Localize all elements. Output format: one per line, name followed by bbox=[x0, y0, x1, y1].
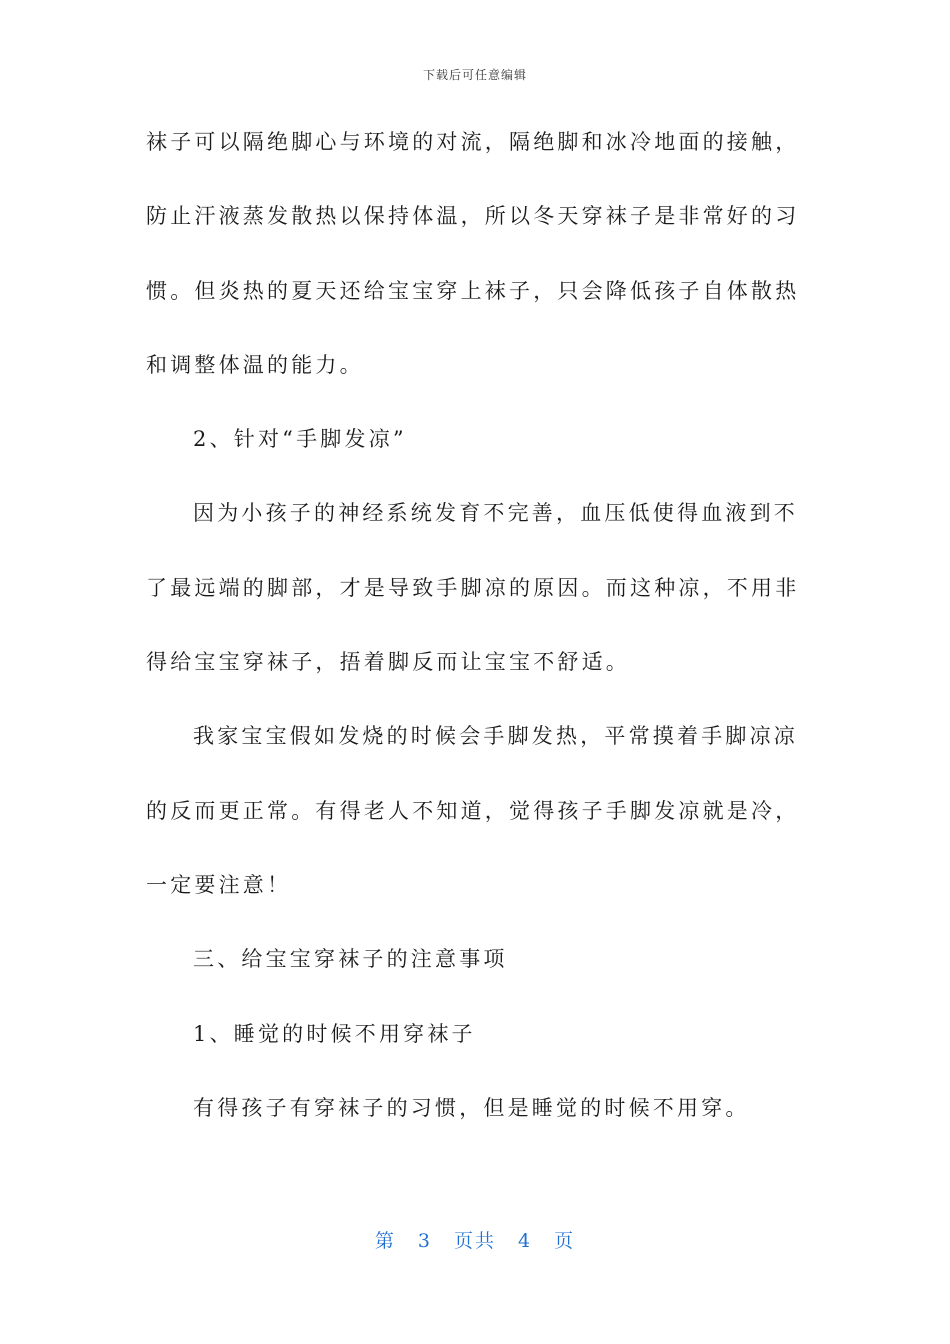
footer-middle: 页共 bbox=[453, 1230, 496, 1252]
paragraph-line: 袜子可以隔绝脚心与环境的对流，隔绝脚和冰冷地面的接触， bbox=[146, 130, 800, 154]
subsection-heading: 1、睡觉的时候不用穿袜子 bbox=[193, 1021, 476, 1046]
footer-prefix: 第 bbox=[374, 1230, 396, 1252]
page-footer bbox=[0, 1226, 950, 1253]
paragraph-line: 我家宝宝假如发烧的时候会手脚发热，平常摸着手脚凉凉 bbox=[193, 724, 798, 749]
footer-current-page: 3 bbox=[417, 1230, 432, 1252]
page-header-note: 下载后可任意编辑 bbox=[422, 68, 527, 82]
paragraph-line: 因为小孩子的神经系统发育不完善，血压低使得血液到不 bbox=[193, 501, 798, 526]
paragraph-line: 有得孩子有穿袜子的习惯，但是睡觉的时候不用穿。 bbox=[193, 1095, 750, 1120]
paragraph-line: 和调整体温的能力。 bbox=[146, 352, 364, 377]
footer-total-pages: 4 bbox=[518, 1230, 533, 1252]
paragraph-line: 的反而更正常。有得老人不知道，觉得孩子手脚发凉就是冷， bbox=[146, 798, 800, 823]
footer-suffix: 页 bbox=[554, 1230, 576, 1252]
paragraph-line: 防止汗液蒸发散热以保持体温，所以冬天穿袜子是非常好的习 bbox=[146, 204, 800, 229]
section-heading: 2、针对“手脚发凉” bbox=[193, 427, 407, 452]
paragraph-line: 得给宝宝穿袜子，捂着脚反而让宝宝不舒适。 bbox=[146, 650, 630, 675]
paragraph-line: 惯。但炎热的夏天还给宝宝穿上袜子，只会降低孩子自体散热 bbox=[146, 278, 800, 303]
paragraph-line: 一定要注意！ bbox=[146, 872, 292, 897]
section-heading: 三、给宝宝穿袜子的注意事项 bbox=[193, 947, 508, 972]
paragraph-line: 了最远端的脚部，才是导致手脚凉的原因。而这种凉，不用非 bbox=[146, 575, 800, 600]
document-body bbox=[146, 124, 800, 1164]
